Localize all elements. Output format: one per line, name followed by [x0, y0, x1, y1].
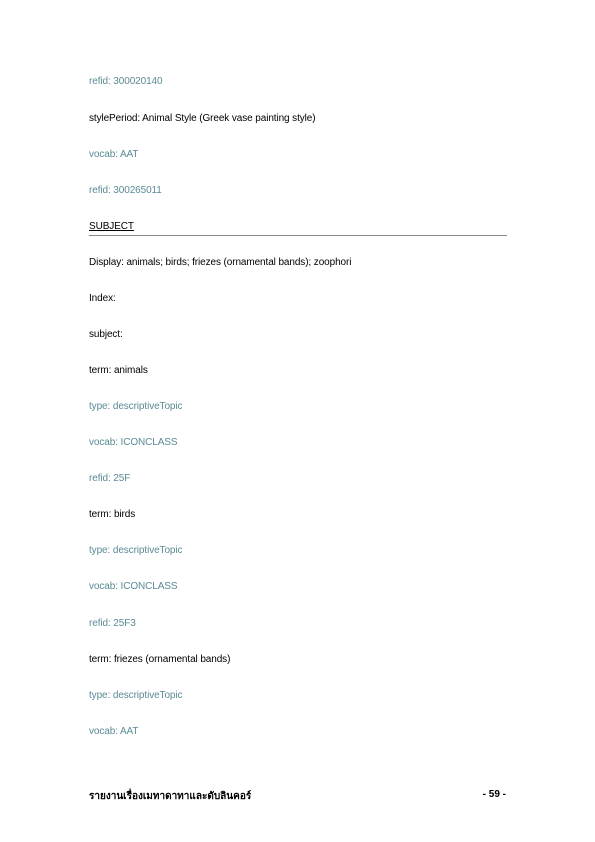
type-line: type: descriptiveTopic	[89, 690, 183, 701]
subject-heading-label: SUBJECT	[89, 221, 134, 232]
term-line: term: animals	[89, 365, 148, 376]
index-line: Index:	[89, 293, 116, 304]
type-line: type: descriptiveTopic	[89, 545, 183, 556]
type-line: type: descriptiveTopic	[89, 401, 183, 412]
vocab-line: vocab: ICONCLASS	[89, 437, 178, 448]
vocab-line: vocab: ICONCLASS	[89, 581, 178, 592]
refid-line: refid: 25F3	[89, 618, 136, 629]
subject-section-heading	[89, 221, 507, 236]
subject-label-line: subject:	[89, 329, 123, 340]
display-line: Display: animals; birds; friezes (ornamental bands); zoophori	[89, 257, 352, 268]
vocab-line: vocab: AAT	[89, 149, 139, 160]
page-number: - 59 -	[482, 789, 506, 800]
refid-line: refid: 25F	[89, 473, 131, 484]
term-line: term: friezes (ornamental bands)	[89, 654, 231, 665]
refid-line: refid: 300265011	[89, 185, 162, 196]
vocab-line: vocab: AAT	[89, 726, 139, 737]
term-line: term: birds	[89, 509, 136, 520]
footer-title: รายงานเรื่องเมทาดาทาและดับลินคอร์	[89, 791, 252, 802]
refid-line: refid: 300020140	[89, 76, 163, 87]
style-period-line: stylePeriod: Animal Style (Greek vase painting style)	[89, 113, 316, 124]
